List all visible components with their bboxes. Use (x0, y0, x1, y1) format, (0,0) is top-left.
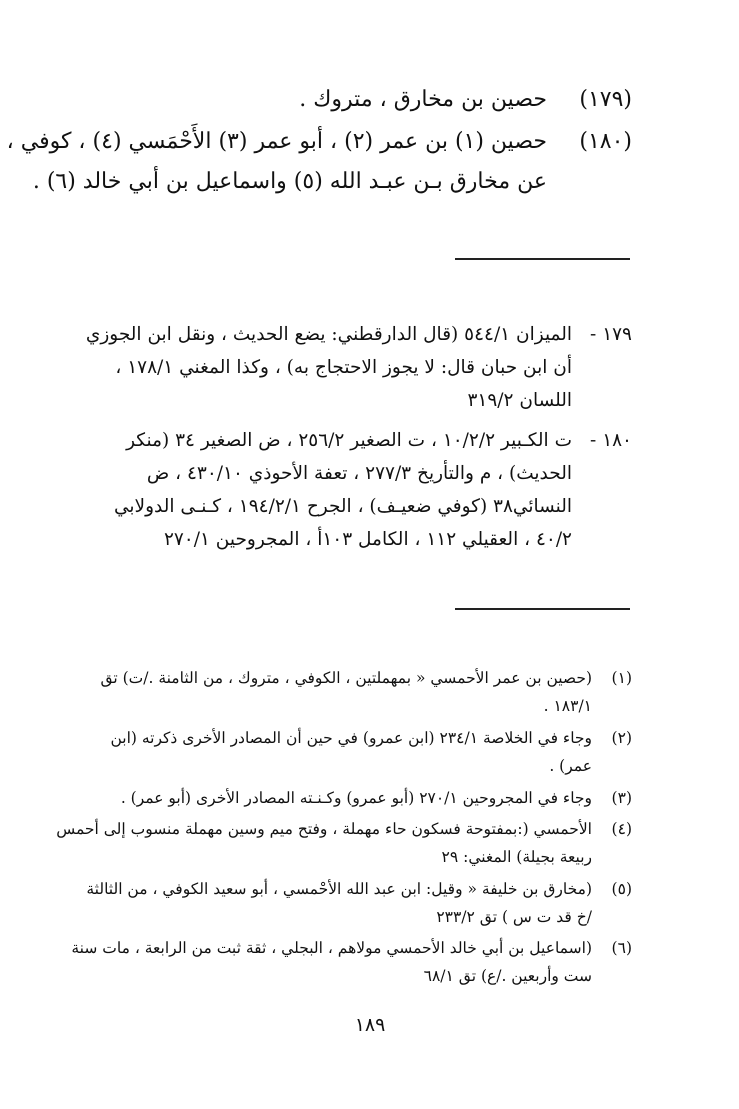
reference-text-line: اللسان ٣١٩/٢ (467, 390, 572, 411)
footnote-1 (72, 664, 632, 722)
reference-text-line: النسائي٣٨ (كوفي ضعيـف) ، الجرح ١٩٤/٢/١ ، كـنـى الدولابي (113, 496, 572, 517)
reference-number: ١٧٩ - (590, 324, 632, 345)
footnote-text-line: ربيعة بجيلة) المغني: ٢٩ (441, 848, 592, 866)
entry-text-line: حصين بن مخارق ، متروك . (299, 87, 547, 112)
footnote-2 (72, 724, 632, 782)
entry-number: (١٧٩) (579, 87, 632, 112)
page-number: ١٨٩ (354, 1014, 386, 1036)
reference-number: ١٨٠ - (590, 430, 632, 451)
footnote-6 (72, 934, 632, 992)
footnote-text-line: (مخارق بن خليفة « وقيل: ابن عبد الله الأحْمسي ، أبو سعيد الكوفي ، من الثالثة (86, 880, 592, 898)
footnote-text-line: (حصين بن عمر الأحمسي « بمهملتين ، الكوفي ، متروك ، من الثامنة ./ت) تق (100, 669, 592, 687)
footnote-text-line: ست وأربعين ./ع) تق ٦٨/١ (423, 967, 592, 985)
footnote-number: (٤) (611, 820, 632, 838)
footnote-5 (72, 875, 632, 933)
footnote-3 (72, 784, 632, 814)
reference-text-line: أن ابن حبان قال: لا يجوز الاحتجاج به) ، وكذا المغني ١٧٨/١ ، (115, 357, 572, 378)
footnote-divider (455, 608, 630, 610)
footnote-number: (٣) (611, 789, 632, 807)
footnote-number: (٦) (611, 939, 632, 957)
reference-entry-179 (72, 318, 632, 418)
reference-text-line: الحديث) ، م والتأريخ ٢٧٧/٣ ، تعفة الأحوذي ٤٣٠/١٠ ، ض (146, 463, 572, 484)
footnote-text-line: عمر) . (549, 757, 592, 775)
main-entry-179 (102, 80, 632, 120)
footnote-number: (٥) (611, 880, 632, 898)
reference-text-line: الميزان ٥٤٤/١ (قال الدارقطني: يضع الحديث ، ونقل ابن الجوزي (85, 324, 572, 345)
footnote-number: (٢) (611, 729, 632, 747)
footnote-text-line: وجاء في الخلاصة ٢٣٤/١ (ابن عمرو) في حين أن المصادر الأخرى ذكرته (ابن (110, 729, 592, 747)
footnote-text-line: /خ قد ت س ) تق ٢٣٣/٢ (436, 908, 592, 926)
footnote-text-line: وجاء في المجروحين ٢٧٠/١ (أبو عمرو) وكـنـته المصادر الأخرى (أبو عمر) . (120, 789, 592, 807)
reference-text-line: ٤٠/٢ ، العقيلي ١١٢ ، الكامل ١٠٣أ ، المجروحين ٢٧٠/١ (163, 529, 572, 550)
section-divider (455, 258, 630, 260)
main-entry-180 (6, 122, 632, 202)
reference-text-line: ت الكـبير ١٠/٢/٢ ، ت الصغير ٢٥٦/٢ ، ض الصغير ٣٤ (منكر (126, 430, 572, 451)
footnote-number: (١) (611, 669, 632, 687)
entry-number: (١٨٠) (579, 129, 632, 154)
reference-entry-180 (72, 424, 632, 559)
entry-text-line: حصين (١) بن عمر (٢) ، أبو عمر (٣) الأَحْمَسي (٤) ، كوفي ، (6, 129, 547, 154)
entry-text-line: عن مخارق بـن عبـد الله (٥) واسماعيل بن أبي خالد (٦) . (32, 169, 547, 194)
footnote-4 (56, 815, 632, 873)
footnote-text-line: (اسماعيل بن أبي خالد الأحمسي مولاهم ، البجلي ، ثقة ثبت من الرابعة ، مات سنة (71, 939, 592, 957)
footnote-text-line: الأحمسي (:بمفتوحة فسكون حاء مهملة ، وفتح ميم وسين مهملة منسوب إلى أحمس (56, 820, 592, 838)
footnote-text-line: ١٨٣/١ . (543, 697, 592, 715)
